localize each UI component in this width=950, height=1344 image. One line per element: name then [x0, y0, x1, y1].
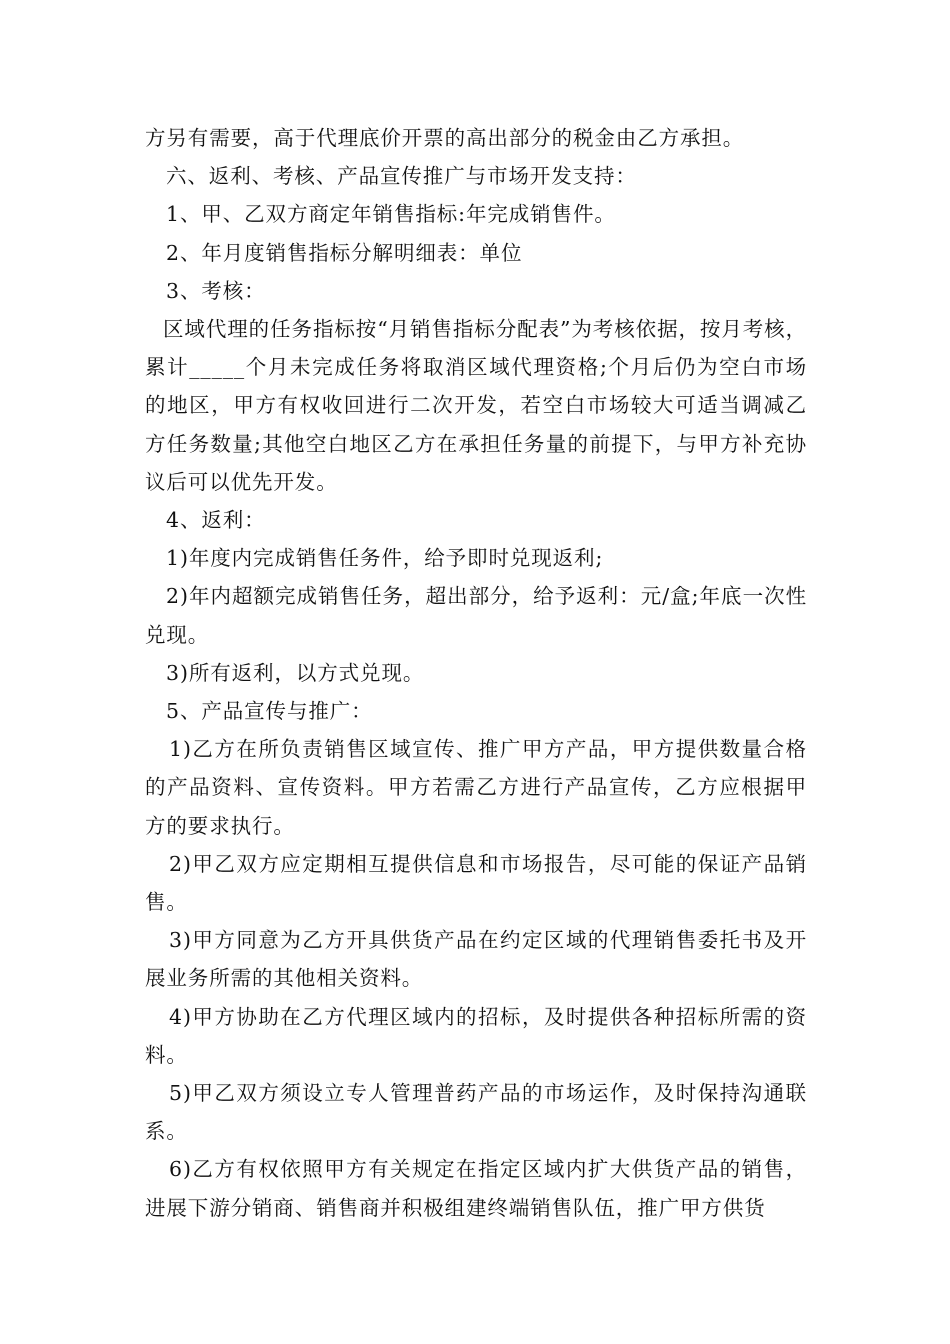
- paragraph-sales-target: 1、甲、乙双方商定年销售指标:年完成销售件。: [166, 202, 616, 227]
- subheading-promotion: 5、产品宣传与推广：: [166, 699, 373, 724]
- section-heading-six: 六、返利、考核、产品宣传推广与市场开发支持：: [166, 164, 637, 189]
- paragraph-rebate-3: 3)所有返利，以方式兑现。: [166, 660, 425, 685]
- subheading-assessment: 3、考核：: [166, 278, 266, 303]
- paragraph-promotion-5: 5)甲乙双方须设立专人管理普药产品的市场运作，及时保持沟通联系。: [145, 1081, 807, 1144]
- paragraph-promotion-1: 1)乙方在所负责销售区域宣传、推广甲方产品，甲方提供数量合格的产品资料、宣传资料。甲方若需乙方进行产品宣传，乙方应根据甲方的要求执行。: [145, 737, 807, 838]
- paragraph-promotion-3: 3)甲方同意为乙方开具供货产品在约定区域的代理销售委托书及开展业务所需的其他相关资料。: [145, 928, 807, 991]
- paragraph-assessment-details: 区域代理的任务指标按“月销售指标分配表”为考核依据，按月考核，累计_____个月未完成任务将取消区域代理资格;个月后仍为空白市场的地区，甲方有权收回进行二次开发，若空白市场较大可适当调减乙方任务数量;其他空白地区乙方在承担任务量的前提下，与甲方补充协议后可以优先开发。: [145, 317, 807, 494]
- paragraph-rebate-2: 2)年内超额完成销售任务，超出部分，给予返利：元/盒;年底一次性兑现。: [145, 584, 807, 647]
- paragraph-tax-clause: 方另有需要，高于代理底价开票的高出部分的税金由乙方承担。: [145, 126, 745, 150]
- document-body: [145, 119, 807, 1227]
- paragraph-monthly-breakdown: 2、年月度销售指标分解明细表：单位: [166, 240, 523, 265]
- paragraph-promotion-2: 2)甲乙双方应定期相互提供信息和市场报告，尽可能的保证产品销售。: [145, 851, 807, 915]
- paragraph-promotion-4: 4)甲方协助在乙方代理区域内的招标，及时提供各种招标所需的资料。: [145, 1004, 807, 1067]
- paragraph-promotion-6: 6)乙方有权依照甲方有关规定在指定区域内扩大供货产品的销售，进展下游分销商、销售商并积极组建终端销售队伍，推广甲方供货: [145, 1157, 807, 1220]
- paragraph-rebate-1: 1)年度内完成销售任务件，给予即时兑现返利;: [166, 546, 604, 571]
- subheading-rebate: 4、返利：: [166, 508, 266, 533]
